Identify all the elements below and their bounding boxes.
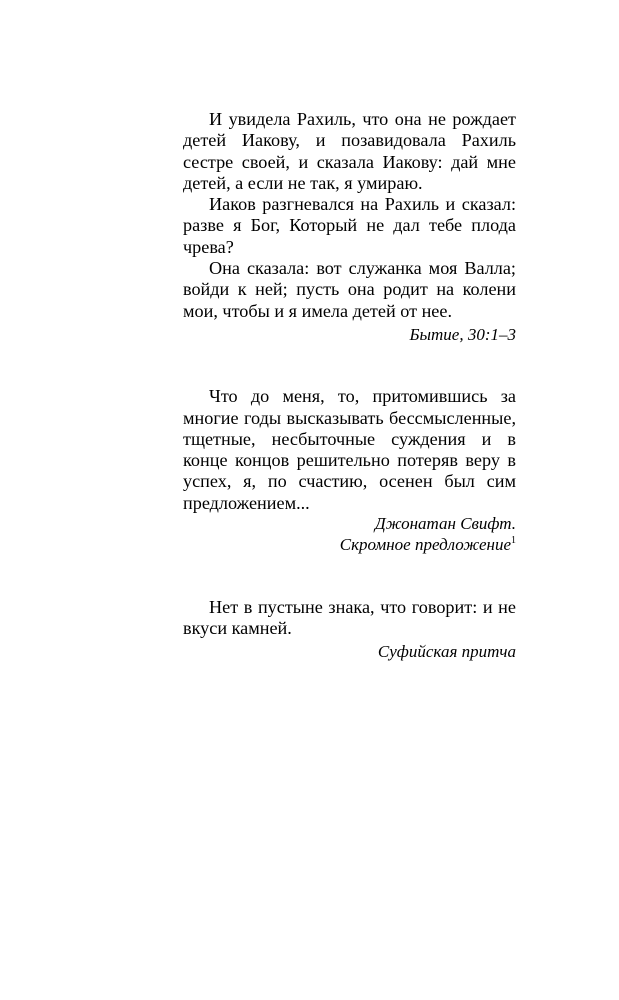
page-content — [183, 109, 516, 663]
epigraph-swift — [183, 386, 516, 555]
epigraph-attribution: Суфийская притча — [377, 642, 516, 662]
epigraph-paragraph: Иаков разгневался на Рахиль и сказал: разве я Бог, Который не дал тебе плода чрева? — [183, 194, 516, 257]
epigraph-paragraph: Нет в пустыне знака, что говорит: и не вкуси камней. — [183, 596, 516, 638]
epigraph-work-title: Скромное предложение — [339, 535, 511, 555]
epigraph-genesis — [183, 109, 516, 345]
epigraph-author: Джонатан Свифт. — [374, 514, 516, 534]
epigraph-work-line — [183, 534, 516, 555]
epigraph-paragraph: Что до меня, то, притомившись за многие годы высказывать бессмысленные, тщетные, несбыточные суждения и в конце концов решительно потеряв веру в успех, я, по счастию, осенен был сим предложением... — [183, 386, 516, 513]
epigraph-paragraph: И увидела Рахиль, что она не рождает детей Иакову, и позавидовала Рахиль сестре своей, и сказала Иакову: дай мне детей, а если не так, я умираю. — [183, 109, 516, 193]
epigraph-paragraph: Она сказала: вот служанка моя Валла; войди к ней; пусть она родит на колени мои, чтобы и я имела детей от нее. — [183, 258, 516, 321]
epigraph-attribution: Бытие, 30:1–3 — [409, 324, 516, 344]
footnote-marker[interactable]: 1 — [511, 535, 516, 547]
epigraph-sufi — [183, 597, 516, 663]
